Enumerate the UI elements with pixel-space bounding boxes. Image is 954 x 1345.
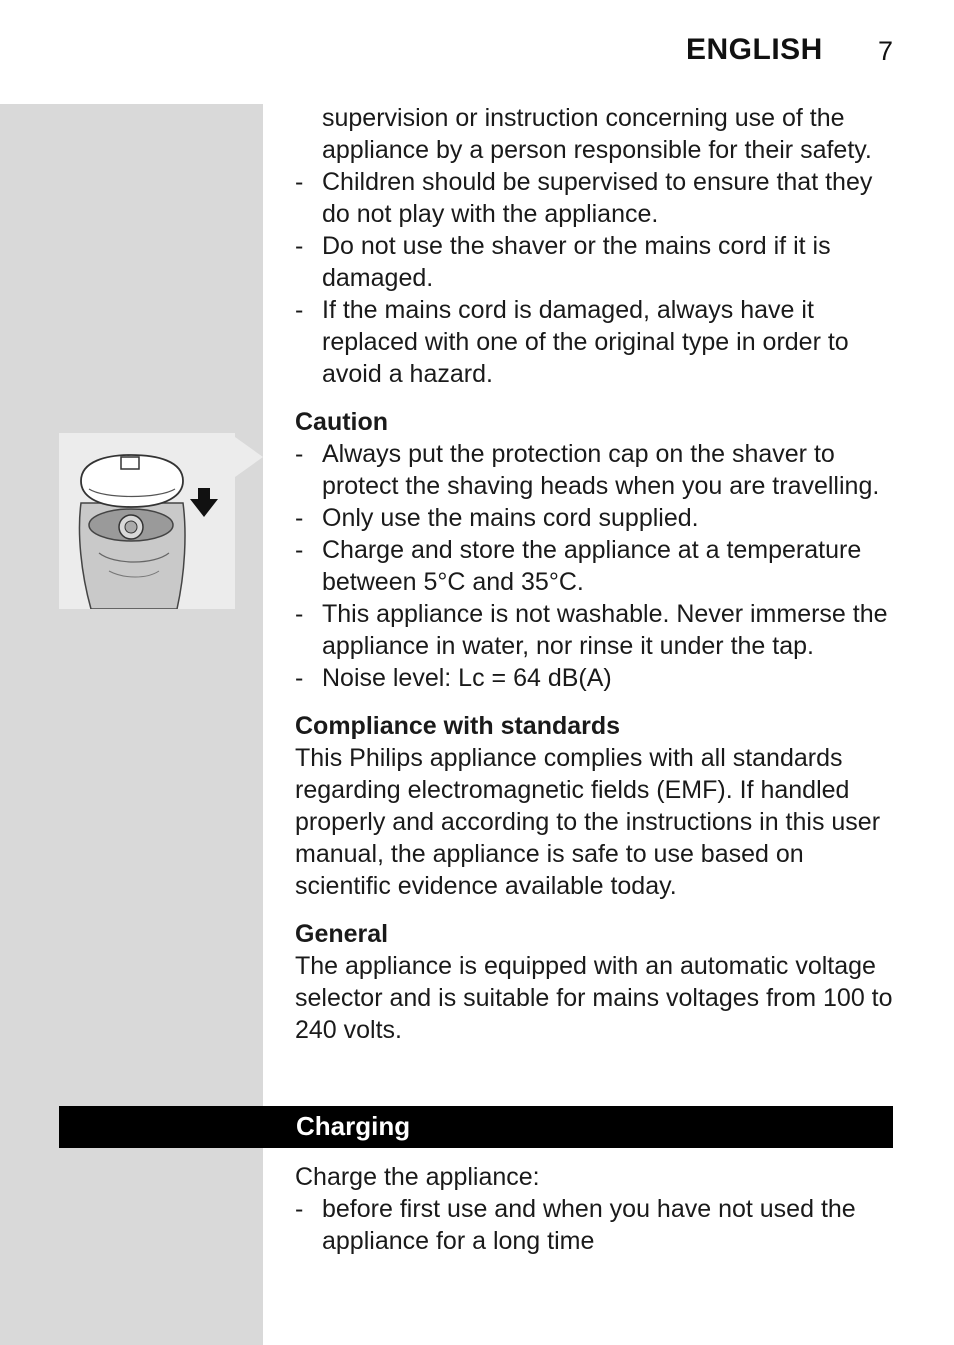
charging-content xyxy=(295,1161,900,1257)
sidebar-margin xyxy=(0,104,263,1345)
shaver-protection-cap-icon xyxy=(59,433,235,609)
intro-continuation: supervision or instruction concerning use of the appliance by a person responsible for their safety. xyxy=(322,104,872,164)
main-content xyxy=(295,102,900,1046)
list-item: - Noise level: Lc = 64 dB(A) xyxy=(295,662,900,694)
compliance-text: This Philips appliance complies with all standards regarding electromagnetic fields (EMF). If handled properly and according to the instructions in this user manual, the appliance is safe to use based on scientific evidence available today. xyxy=(295,744,881,900)
charging-intro: Charge the appliance: xyxy=(295,1163,540,1191)
figure-pointer xyxy=(235,437,263,477)
page-number: 7 xyxy=(878,36,894,66)
list-item: - This appliance is not washable. Never immerse the appliance in water, nor rinse it under the tap. xyxy=(295,598,900,662)
list-item: - If the mains cord is damaged, always have it replaced with one of the original type in order to avoid a hazard. xyxy=(295,294,900,390)
list-item: - Do not use the shaver or the mains cord if it is damaged. xyxy=(295,230,900,294)
general-text: The appliance is equipped with an automatic voltage selector and is suitable for mains voltages from 100 to 240 volts. xyxy=(295,952,893,1044)
caution-list xyxy=(295,438,900,694)
compliance-heading: Compliance with standards xyxy=(295,712,621,740)
language-header: ENGLISH xyxy=(686,33,823,66)
charging-list xyxy=(295,1193,900,1257)
list-item: - Children should be supervised to ensure that they do not play with the appliance. xyxy=(295,166,900,230)
intro-list xyxy=(295,166,900,390)
list-item: - Always put the protection cap on the shaver to protect the shaving heads when you are travelling. xyxy=(295,438,900,502)
general-heading: General xyxy=(295,920,389,948)
list-item: - before first use and when you have not used the appliance for a long time xyxy=(295,1193,900,1257)
shaver-illustration xyxy=(59,433,235,609)
list-item: - Charge and store the appliance at a temperature between 5°C and 35°C. xyxy=(295,534,900,598)
charging-section-bar xyxy=(59,1106,893,1148)
list-item: - Only use the mains cord supplied. xyxy=(295,502,900,534)
charging-heading: Charging xyxy=(296,1111,411,1141)
caution-heading: Caution xyxy=(295,408,389,436)
